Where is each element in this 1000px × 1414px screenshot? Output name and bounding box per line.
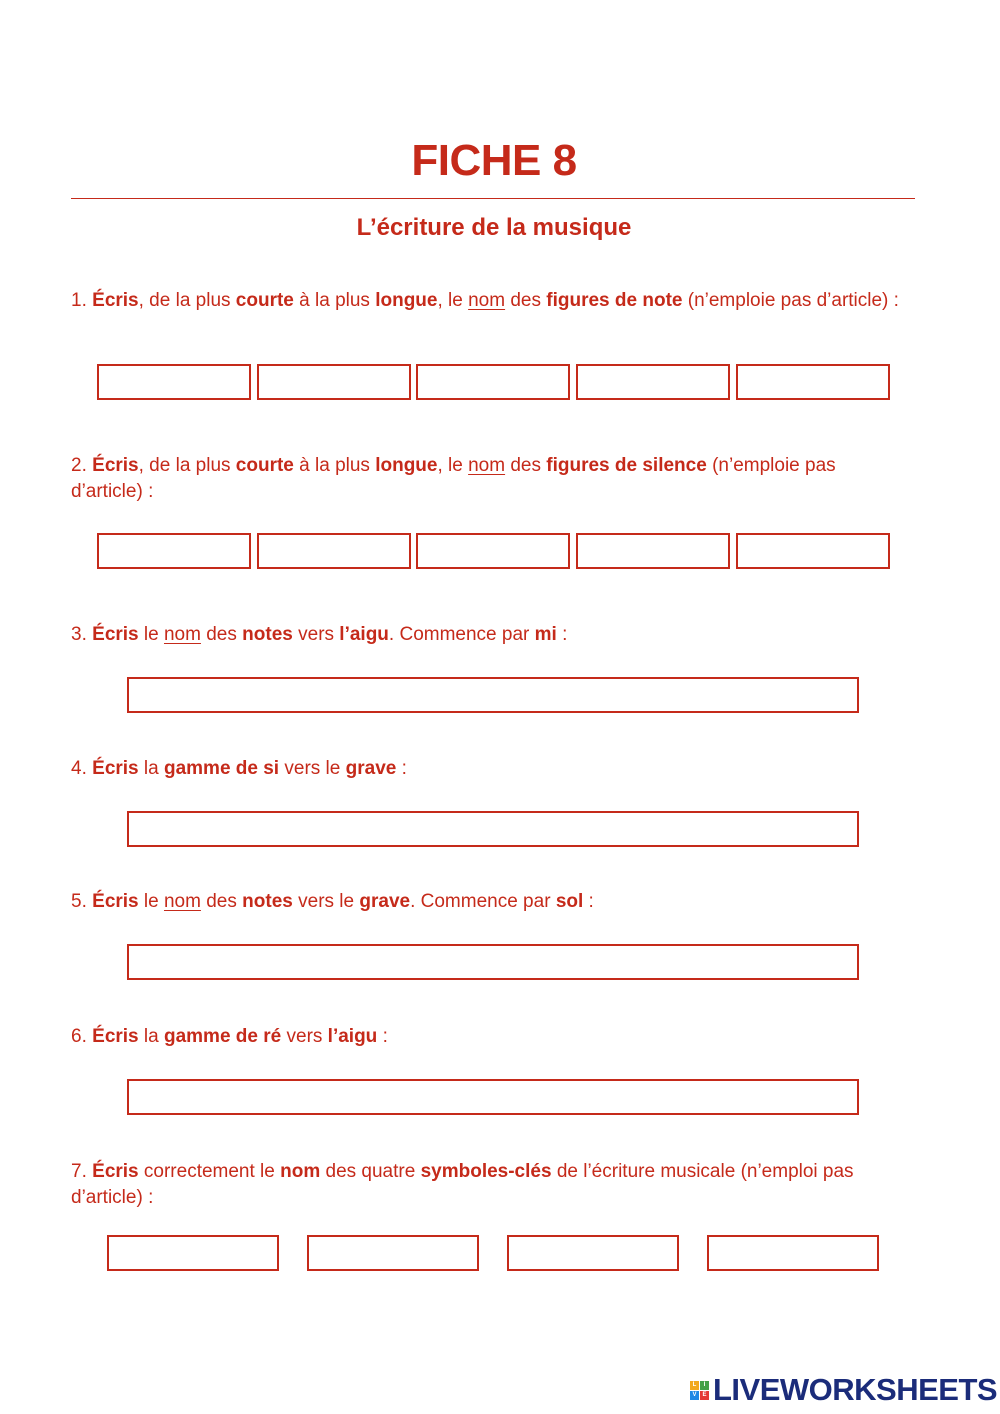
liveworksheets-logo — [690, 1373, 997, 1407]
q1-answer-5-input[interactable] — [736, 364, 890, 400]
logo-text: LIVEWORKSHEETS — [713, 1372, 998, 1407]
logo-mark-icon: L I V E — [690, 1381, 709, 1400]
q7-answer-4-input[interactable] — [707, 1235, 879, 1271]
q2-answer-1-input[interactable] — [97, 533, 251, 569]
question-2-text: 2. Écris, de la plus courte à la plus longue, le nom des figures de silence (n’emploie pas d’article) : — [71, 455, 836, 502]
page-title: FICHE 8 — [411, 136, 577, 185]
q1-answer-2-input[interactable] — [257, 364, 411, 400]
q2-answer-3-input[interactable] — [416, 533, 570, 569]
q1-answer-4-input[interactable] — [576, 364, 730, 400]
q2-answer-4-input[interactable] — [576, 533, 730, 569]
q7-answer-1-input[interactable] — [107, 1235, 279, 1271]
q2-answer-2-input[interactable] — [257, 533, 411, 569]
q3-answer-input[interactable] — [127, 677, 859, 713]
question-1-text: 1. Écris, de la plus courte à la plus longue, le nom des figures de note (n’emploie pas d’article) : — [71, 290, 899, 311]
q5-answer-input[interactable] — [127, 944, 859, 980]
q2-answer-5-input[interactable] — [736, 533, 890, 569]
question-6-text: 6. Écris la gamme de ré vers l’aigu : — [71, 1026, 388, 1047]
q6-answer-input[interactable] — [127, 1079, 859, 1115]
question-3-text: 3. Écris le nom des notes vers l’aigu. Commence par mi : — [71, 624, 568, 645]
question-7-text: 7. Écris correctement le nom des quatre symboles-clés de l’écriture musicale (n’emploi pas d’article) : — [71, 1161, 854, 1208]
q4-answer-input[interactable] — [127, 811, 859, 847]
q1-answer-3-input[interactable] — [416, 364, 570, 400]
question-4-text: 4. Écris la gamme de si vers le grave : — [71, 758, 407, 779]
title-divider — [71, 198, 915, 199]
q7-answer-2-input[interactable] — [307, 1235, 479, 1271]
q1-answer-1-input[interactable] — [97, 364, 251, 400]
q7-answer-3-input[interactable] — [507, 1235, 679, 1271]
question-5-text: 5. Écris le nom des notes vers le grave. Commence par sol : — [71, 891, 594, 912]
page-subtitle: L’écriture de la musique — [356, 214, 632, 241]
